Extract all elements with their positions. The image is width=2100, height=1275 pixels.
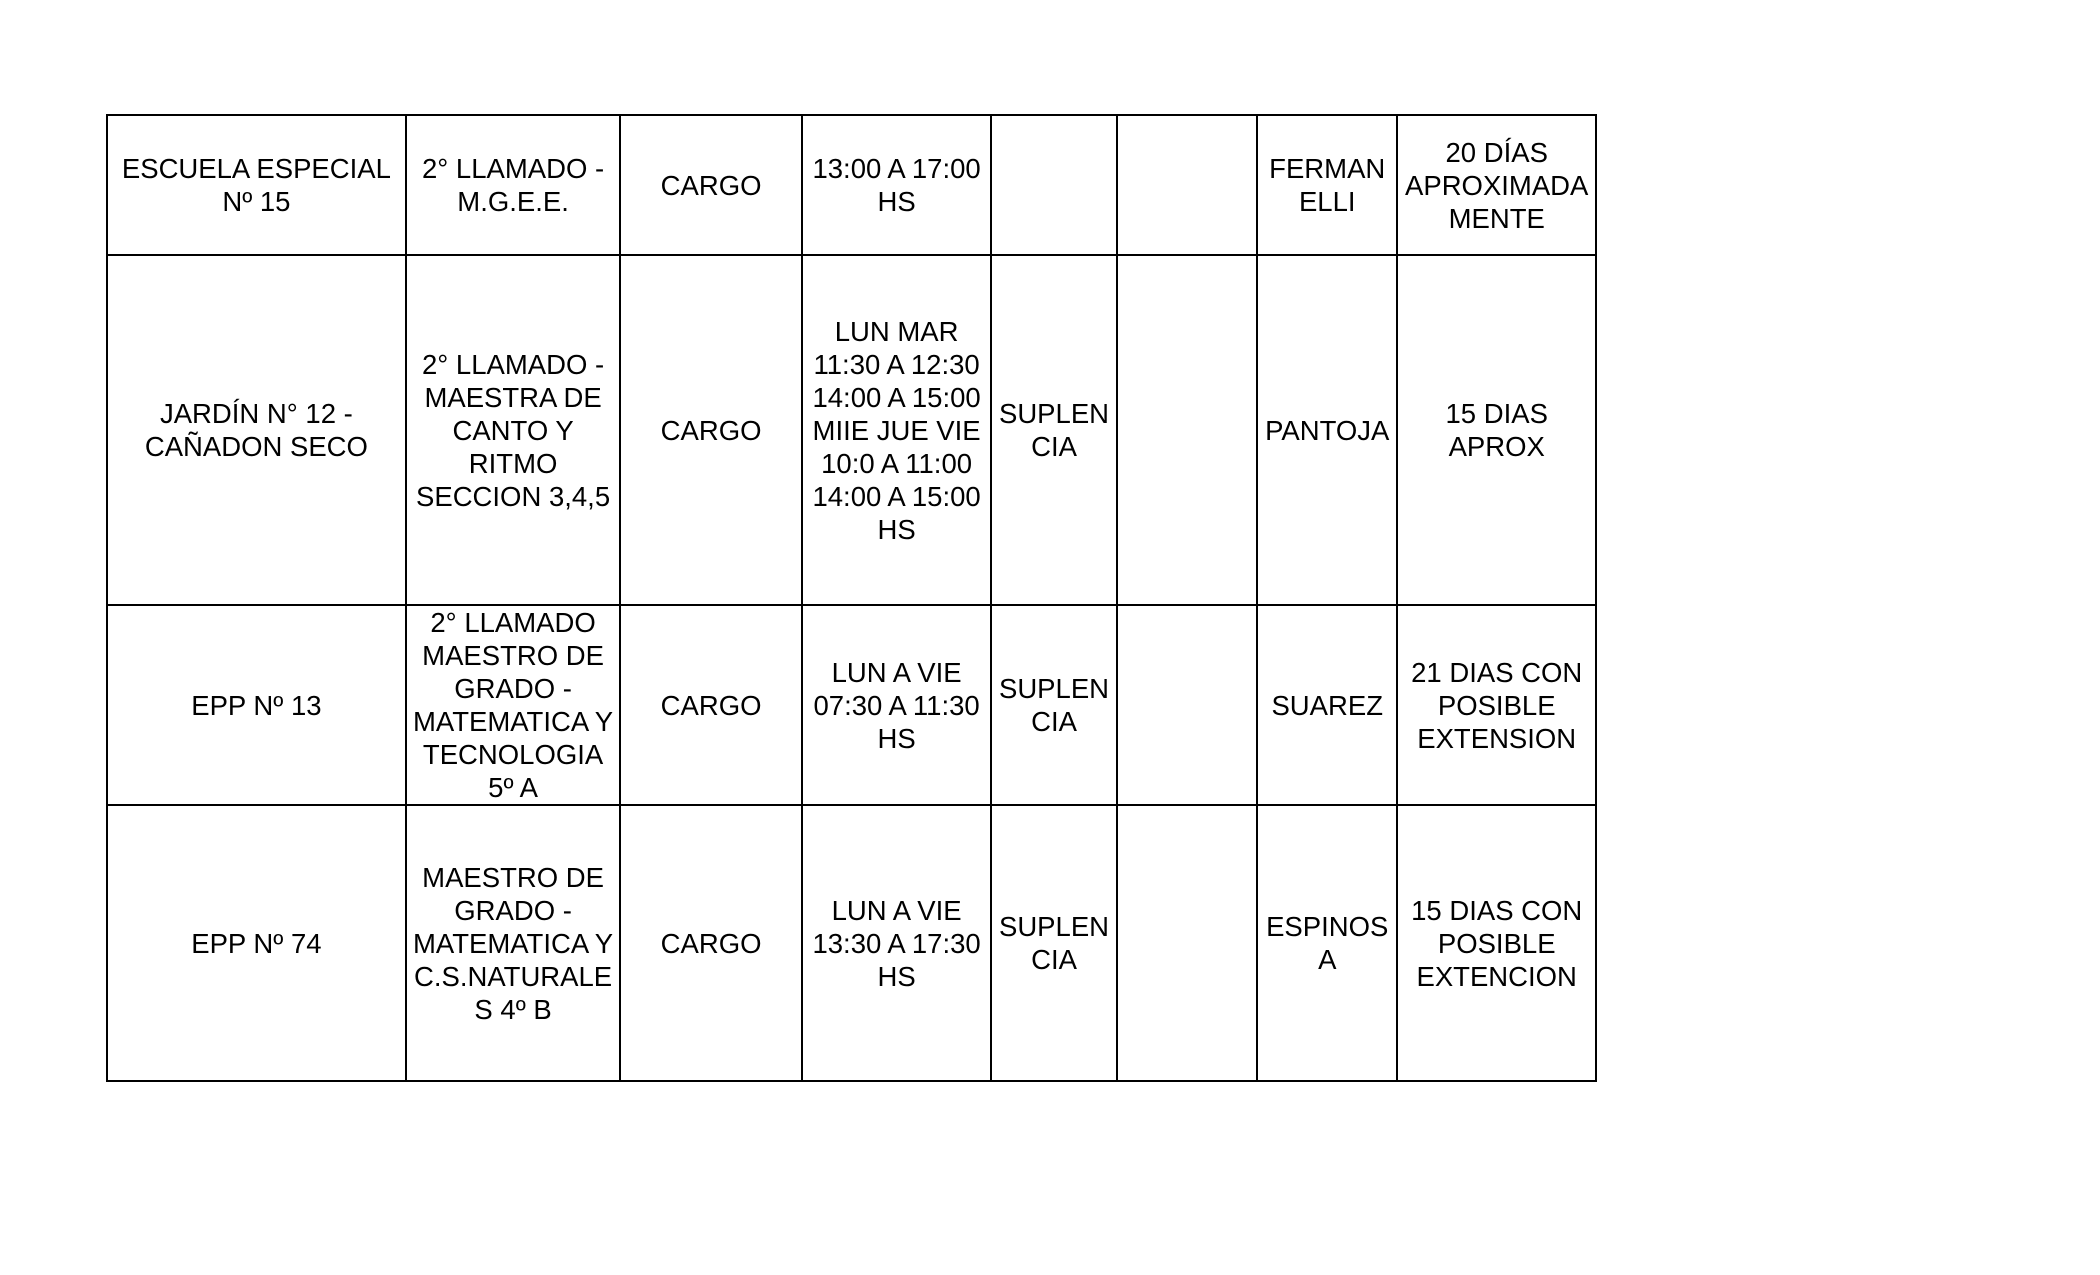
type-cell: CARGO [620, 255, 801, 605]
table-row [107, 805, 1596, 1081]
schedule-cell: LUN A VIE 07:30 A 11:30 HS [802, 605, 992, 805]
positions-table [106, 114, 1597, 1082]
call-position-cell: MAESTRO DE GRADO - MATEMATICA Y C.S.NATURALE S 4º B [406, 805, 621, 1081]
duration-cell: 20 DÍAS APROXIMADA MENTE [1397, 115, 1596, 255]
situation-cell: SUPLEN CIA [991, 605, 1116, 805]
type-cell: CARGO [620, 605, 801, 805]
schedule-cell: 13:00 A 17:00 HS [802, 115, 992, 255]
type-cell: CARGO [620, 115, 801, 255]
holder-cell: FERMAN ELLI [1257, 115, 1397, 255]
type-cell: CARGO [620, 805, 801, 1081]
schedule-cell: LUN MAR 11:30 A 12:30 14:00 A 15:00 MIIE JUE VIE 10:0 A 11:00 14:00 A 15:00 HS [802, 255, 992, 605]
duration-cell: 15 DIAS CON POSIBLE EXTENCION [1397, 805, 1596, 1081]
schedule-cell: LUN A VIE 13:30 A 17:30 HS [802, 805, 992, 1081]
table-row [107, 255, 1596, 605]
situation-cell: SUPLEN CIA [991, 255, 1116, 605]
call-position-cell: 2° LLAMADO - MAESTRA DE CANTO Y RITMO SECCION 3,4,5 [406, 255, 621, 605]
school-cell: JARDÍN N° 12 - CAÑADON SECO [107, 255, 406, 605]
call-position-cell: 2° LLAMADO MAESTRO DE GRADO - MATEMATICA Y TECNOLOGIA 5º A [406, 605, 621, 805]
empty-cell [1117, 255, 1257, 605]
table-row [107, 115, 1596, 255]
holder-cell: PANTOJA [1257, 255, 1397, 605]
school-cell: ESCUELA ESPECIAL Nº 15 [107, 115, 406, 255]
empty-cell [1117, 115, 1257, 255]
situation-cell: SUPLEN CIA [991, 805, 1116, 1081]
empty-cell [1117, 805, 1257, 1081]
call-position-cell: 2° LLAMADO - M.G.E.E. [406, 115, 621, 255]
duration-cell: 15 DIAS APROX [1397, 255, 1596, 605]
situation-cell [991, 115, 1116, 255]
school-cell: EPP Nº 74 [107, 805, 406, 1081]
duration-cell: 21 DIAS CON POSIBLE EXTENSION [1397, 605, 1596, 805]
holder-cell: ESPINOS A [1257, 805, 1397, 1081]
school-cell: EPP Nº 13 [107, 605, 406, 805]
table-row [107, 605, 1596, 805]
holder-cell: SUAREZ [1257, 605, 1397, 805]
empty-cell [1117, 605, 1257, 805]
